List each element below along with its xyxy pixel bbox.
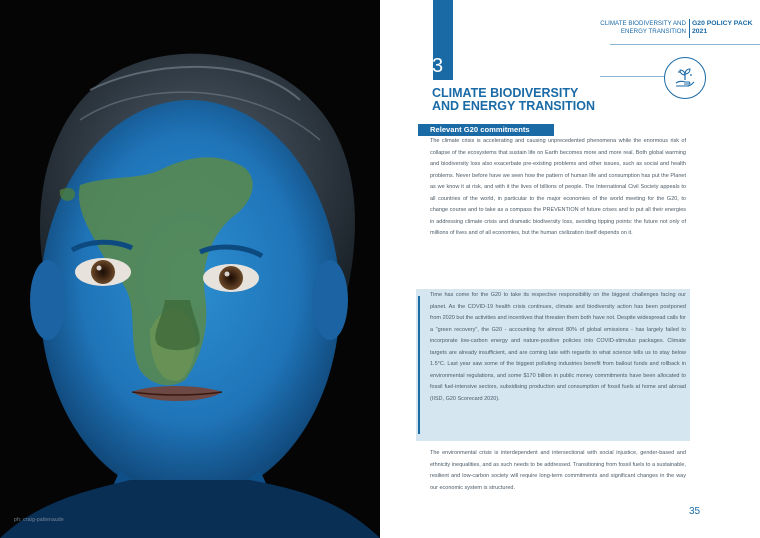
page-number: 35 xyxy=(689,506,701,517)
photo-credit: ph: craig-pattenaude xyxy=(14,517,64,523)
running-header-line1: CLIMATE BIODIVERSITY AND xyxy=(600,20,686,27)
badge-rule xyxy=(600,76,664,77)
section-label: Relevant G20 commitments xyxy=(418,124,554,136)
highlight-paragraph: Time has come for the G20 to take its respective responsibility on the biggest challenges facing our planet. As the COVID-19 health crisis continues, climate and biodiversity action has been postponed from 2020 but the activities and incentives that threaten them both have not. Despite widespread calls for a "green recovery", the G20 - accounting for almost 80% of global emissions - has largely failed to incorporate low-carbon energy and nature-positive policies into COVID-stimulus packages. Climate targets are already insufficient, and are coming late with regards to what science tells us to stay below 1.5°C. Last year saw some of the biggest polluting industries benefit from bailout funds and rollback in environmental regulations, and some $170 billion in public money commitments have been allocated to fossil fuel-intensive sectors, subsidising production and consumption of fossil fuels at home and abroad (IISD, G20 Scorecard 2020). xyxy=(430,292,686,402)
chapter-badge xyxy=(664,57,706,99)
header-rule xyxy=(610,44,760,45)
running-header-line2: ENERGY TRANSITION xyxy=(620,28,686,35)
running-header-pack xyxy=(692,20,753,36)
running-header-chapter xyxy=(600,20,686,36)
chapter-title-line2: AND ENERGY TRANSITION xyxy=(432,99,595,113)
closing-paragraph: The environmental crisis is interdependent and intersectional with social injustice, gender-based and ethnicity inequalities, and as such needs to be addressed. Transitioning from fossil fuels to a sustainable, resilient and low-carbon society will require long-term commitments and significant changes in the way our economic system is structured. xyxy=(430,450,686,491)
pack-title: G20 POLICY PACK xyxy=(692,20,753,27)
pack-year: 2021 xyxy=(692,28,708,35)
header-divider xyxy=(689,19,690,38)
chapter-number: 3 xyxy=(432,55,444,77)
plant-hand-icon xyxy=(673,66,697,90)
chapter-title-line1: CLIMATE BIODIVERSITY xyxy=(432,86,579,100)
intro-paragraph: The climate crisis is accelerating and causing unprecedented phenomena while the enormous risk of collapse of the ecosystems that sustain life on Earth becomes more and more real. Both global warming and biodiversity loss also exacerbate pre-existing problems and other issues, such as social and health problems. Never before have we seen how the pattern of human life and consumption has put the Planet as we know it at risk, and with it the lives of billions of people. The International Civil Society appeals to all countries of the world, in particular to the major economies of the world meeting for the G20, to change course and to take as a compass the PREVENTION of future crises and to put all their energies in addressing climate crisis and dramatic biodiversity loss, avoiding tipping points: the future not only of millions of lives and of all economies, but the human civilization itself depends on it. xyxy=(430,138,686,236)
chapter-title xyxy=(432,87,595,113)
highlight-bar xyxy=(418,296,420,434)
